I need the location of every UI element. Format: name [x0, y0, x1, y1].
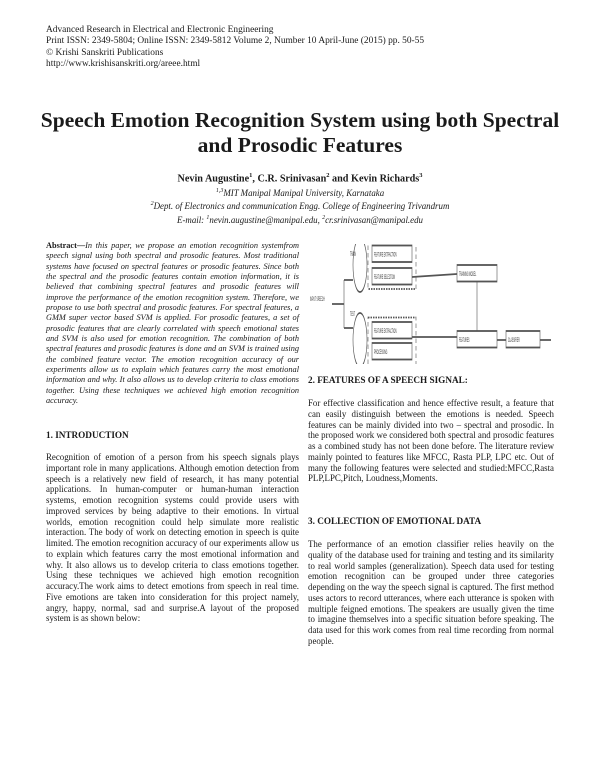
email-line	[0, 213, 600, 226]
affiliation-text: MIT Manipal Manipal University, Karnataka	[223, 187, 385, 198]
section-introduction	[46, 430, 299, 624]
abstract-label: Abstract—	[46, 241, 86, 250]
affiliation-sup: 1,3	[215, 188, 224, 194]
publisher-line: © Krishi Sanskriti Publications	[46, 47, 164, 58]
test-group	[368, 318, 416, 365]
box-label: FEATURE EXTRACTION	[374, 327, 397, 335]
box-label: FEATURE EXTRACTION	[374, 251, 397, 258]
section-heading: 1. INTRODUCTION	[46, 430, 129, 440]
section-features	[308, 375, 554, 484]
author-sup: 1	[249, 172, 253, 179]
email-address[interactable]: cr.srinivasan@manipal.edu	[325, 214, 423, 225]
affiliation-line	[0, 199, 600, 212]
section-body: Recognition of emotion of a person from his speech signals plays important role in many applications. Although emotion detection from speech is a relatively new field of research, it has many potential applications. In human-computer or human-human interaction systems, emotion recognition systems could provide users with improved services by being adaptive to their emotions. In virtual worlds, emotion recognition could help simulate more realistic interaction. The body of work on detecting emotion in speech is quite limited. The emotion recognition accuracy of our experiments allow us to explain which features carry the most emotional information and why. It also allows us to develop criteria to class emotions together. Using these techniques we achieved high emotion recognition accuracy.The work aims to detect emotions from speech in real time. Five emotions are taken into consideration for this project namely, angry, happy, normal, sad and surprise.A layout of the proposed system is as shown below:	[46, 452, 299, 624]
system-diagram	[310, 244, 552, 364]
test-node	[353, 313, 367, 364]
journal-name: Advanced Research in Electrical and Electronic Engineering	[46, 25, 274, 35]
author-separator: and	[329, 173, 352, 185]
box-label: PROCESSING	[374, 348, 388, 356]
journal-url[interactable]: http://www.krishisanskriti.org/areee.html	[46, 59, 201, 70]
author-name: C.R. Srinivasan	[257, 173, 327, 185]
paper-title: Speech Emotion Recognition System using both Spectral and Prosodic Features	[40, 108, 560, 157]
author-list	[0, 172, 600, 184]
email-address[interactable]: nevin.augustine@manipal.edu,	[209, 214, 323, 225]
author-sup: 3	[419, 172, 423, 179]
affiliations	[0, 186, 600, 226]
box-label: CLASSIFIER	[508, 336, 520, 344]
email-sup: 1	[206, 214, 210, 221]
box-label: TRAINING MODEL	[459, 270, 477, 278]
journal-issn: Print ISSN: 2349-5804; Online ISSN: 2349-5812 Volume 2, Number 10 April-June (2015) pp. 50-55	[46, 36, 425, 47]
abstract-text: In this paper, we propose an emotion recognition systemfrom speech signal using both spectral and prosodic features. Most traditional systems have focused on spectral features or prosodic features. Since both the spectral and the prosodic features contain emotion information, it is believed that combining spectral features and prosodic features will improve the performance of the emotion recognition system. Therefore, we propose to use both spectral and prosodic features. For spectral features, a GMM super vector based SVM is applied. For prosodic features, a set of prosodic features that are clearly correlated with speech emotional states and SVM is also used for emotion recognition. The combination of both spectral features and prosodic features is done and an SVM is trained using the combined feature vector. The emotion recognition accuracy of our experiments allow us to explain which features carry the most emotional information and why. It also allows us to develop criteria to class emotions together. Using these techniques we achieved high emotion recognition accuracy.	[46, 241, 299, 406]
train-arrow	[412, 274, 457, 277]
input-label: INPUT SPEECH	[310, 295, 325, 303]
journal-header	[46, 25, 424, 71]
box-label: FEATURES	[459, 336, 470, 344]
split-lines	[332, 280, 356, 328]
section-body: The performance of an emotion classifier relies heavily on the quality of the database used for training and testing and its similarity to real world samples (generalization). Speech data used for testing emotion recognition can be grouped under three categories depending on the way the speech signal is captured. The first method uses actors to record utterances, where each utterance is spoken with multiple feigned emotions. The speakers are usually given the time to imagine themselves into a specific situation before speaking. The data used for this work comes from real time recording from normal people.	[308, 539, 554, 646]
box-label: FEATURE SELECTION	[374, 273, 396, 281]
branch-label: TRAIN	[350, 250, 356, 258]
affiliation-text: Dept. of Electronics and communication Engg. College of Engineering Trivandrum	[153, 201, 450, 212]
author-separator: ,	[252, 173, 258, 185]
author-name: Nevin Augustine	[177, 173, 250, 185]
author-sup: 2	[326, 172, 330, 179]
email-label: E-mail:	[177, 214, 207, 225]
section-body: For effective classification and hence effective result, a feature that can easily distinguish between the emotions is needed. Speech features can be mainly divided into two – spectral and prosodic. In the proposed work we considered both spectral and prosodic features as a combined study has not been done before. The literature review mainly pointed to features like MFCC, Rasta PLP, LPC etc. Out of many the following features were selected and studied:MFCC,Rasta PLP,LPC,Pitch, Loudness,Moments.	[308, 398, 554, 484]
email-sup: 2	[322, 214, 326, 221]
abstract-block	[46, 241, 299, 407]
author-name: Kevin Richards	[351, 173, 420, 185]
section-heading: 2. FEATURES OF A SPEECH SIGNAL:	[308, 375, 468, 385]
affiliation-sup: 2	[150, 201, 154, 208]
branch-label: TEST	[350, 310, 356, 318]
section-heading: 3. COLLECTION OF EMOTIONAL DATA	[308, 516, 482, 526]
section-collection	[308, 516, 554, 647]
affiliation-line	[0, 186, 600, 199]
